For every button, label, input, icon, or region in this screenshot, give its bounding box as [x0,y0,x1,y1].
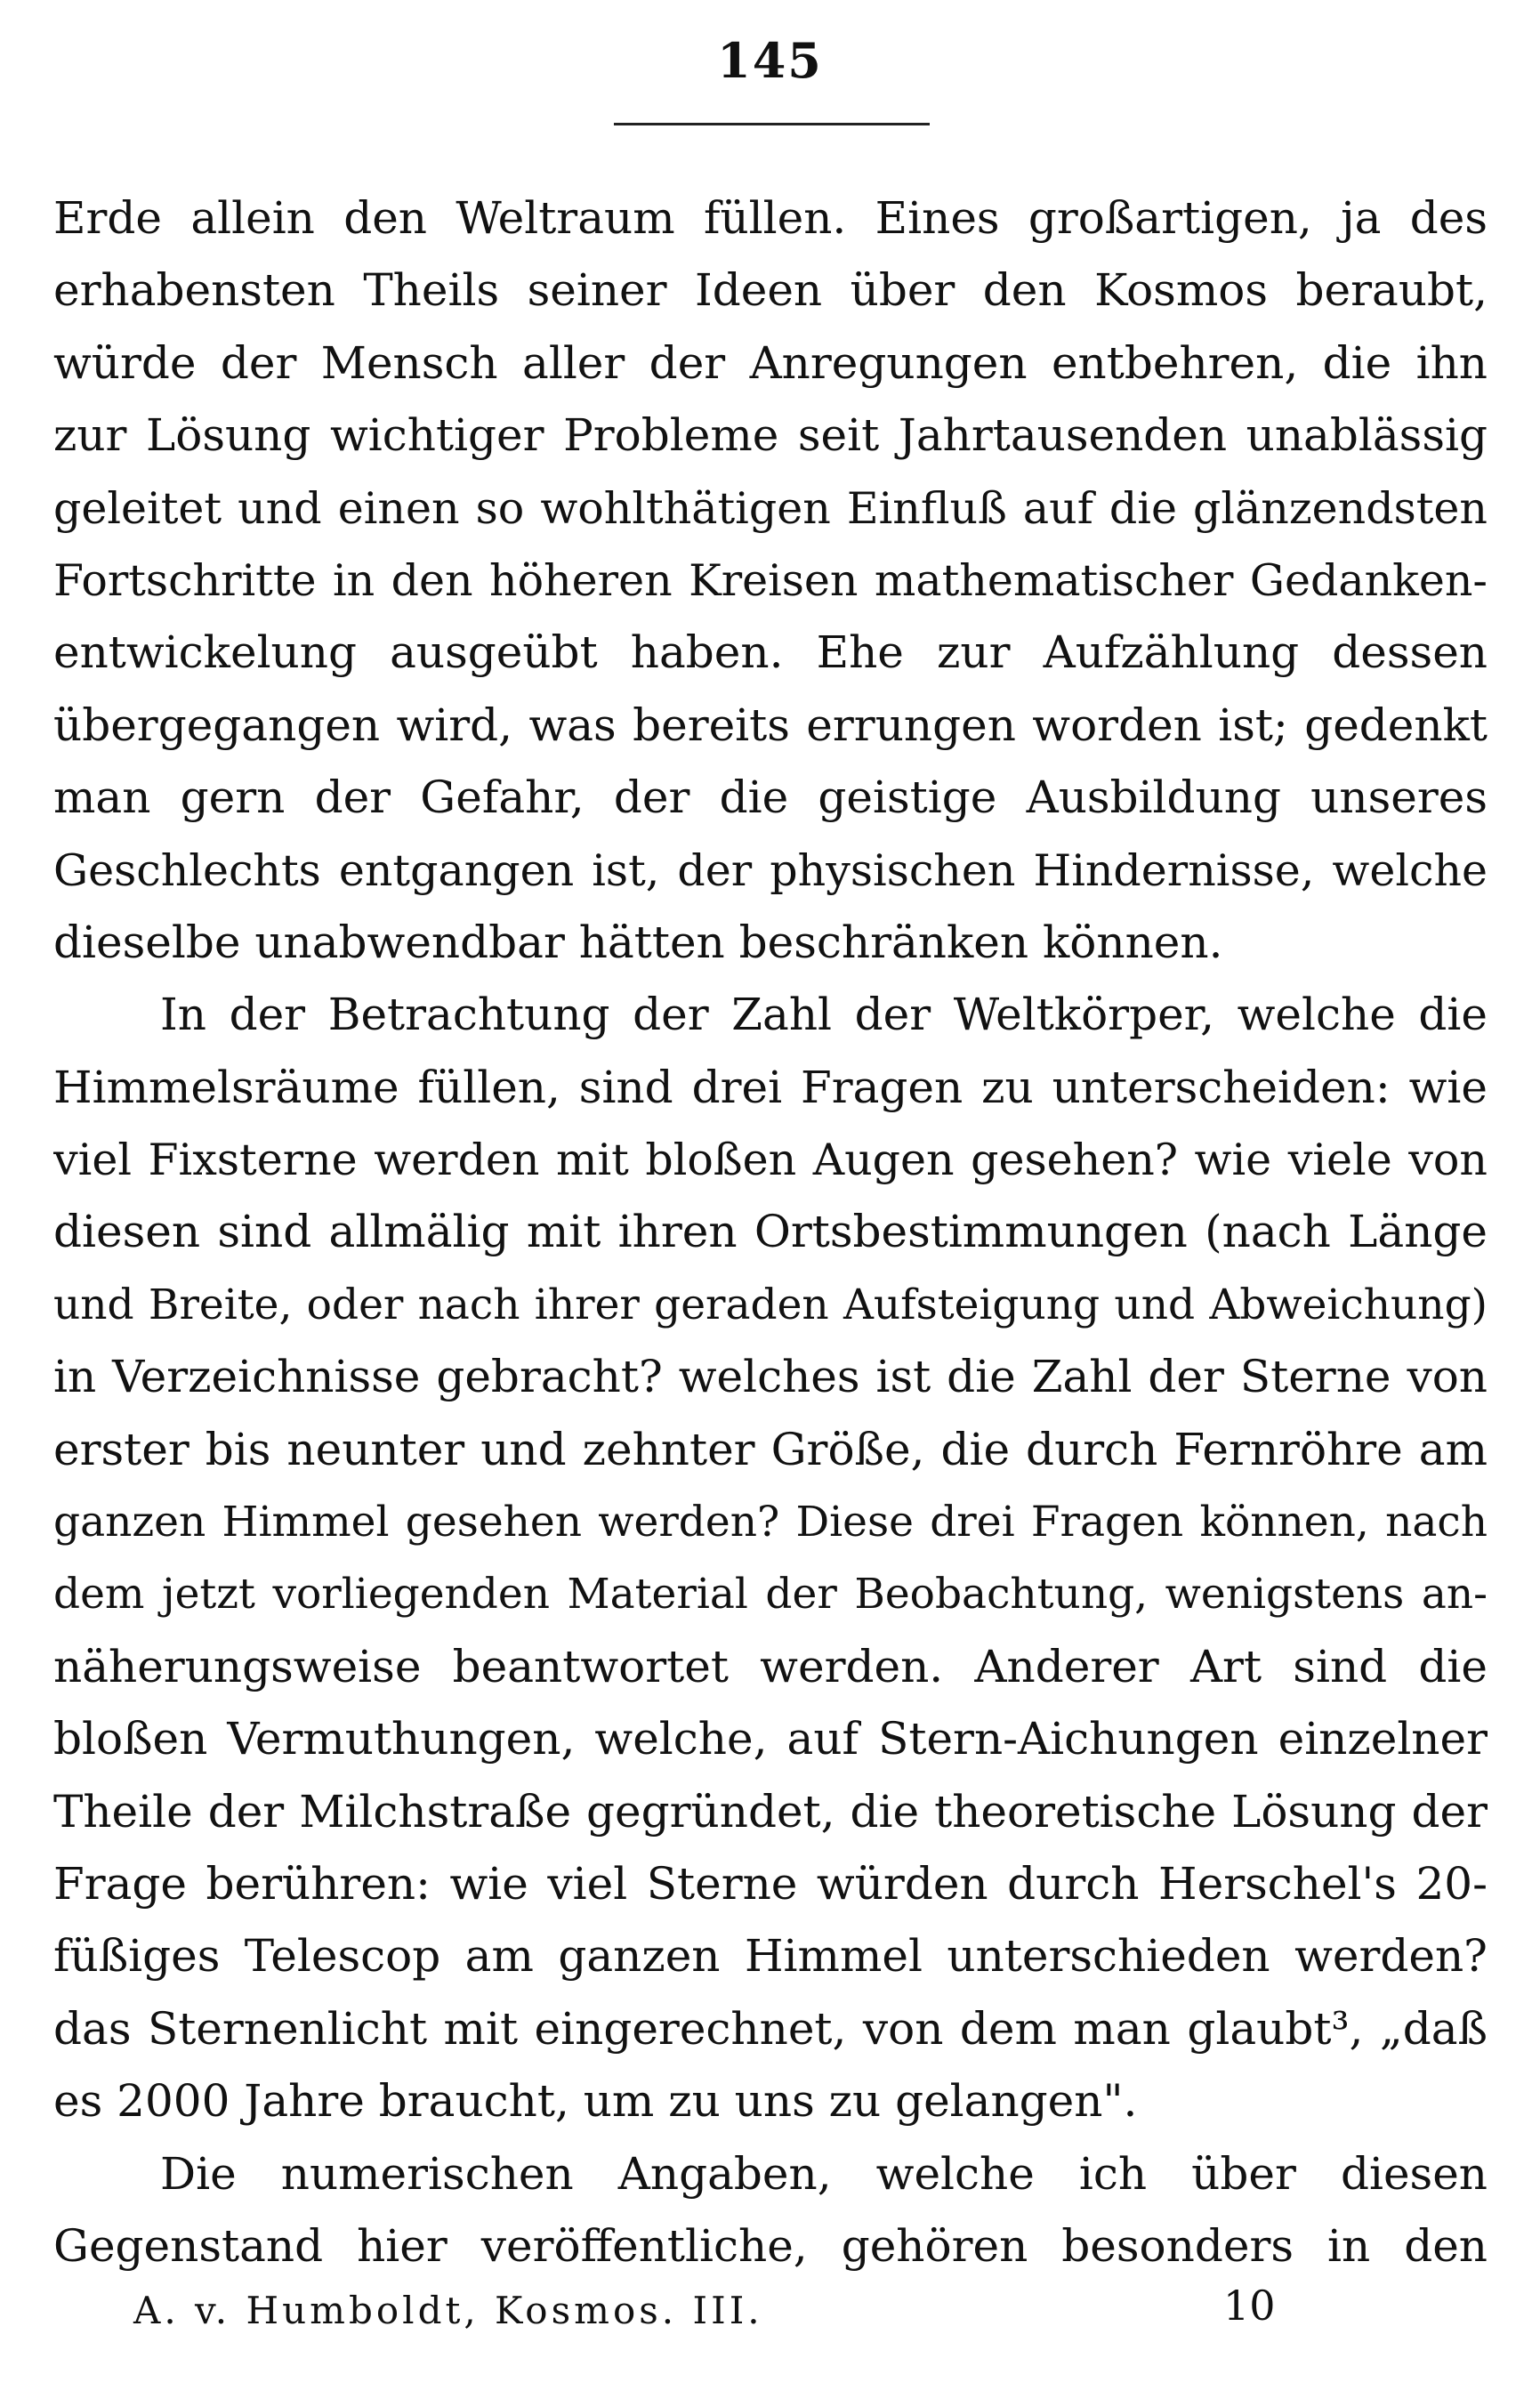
text-line: In der Betrachtung der Zahl der Weltkörper, welche die [160,989,1488,1041]
text-line: zur Lösung wichtiger Probleme seit Jahrtausenden unablässig [53,409,1488,462]
text-line: Erde allein den Weltraum füllen. Eines großartigen, ja des [53,192,1488,244]
text-line: Gegenstand hier veröffentliche, gehören besonders in den [53,2219,1488,2272]
page-number: 145 [717,32,823,89]
footer-signature: A. v. Humboldt, Kosmos. III. [133,2289,763,2332]
text-line: entwickelung ausgeübt haben. Ehe zur Aufzählung dessen [53,626,1488,679]
text-line: es 2000 Jahre braucht, um zu uns zu gelangen". [53,2075,1138,2128]
paragraph-3 [53,2138,1488,2283]
text-line: Theile der Milchstraße gegründet, die theoretische Lösung der [53,1785,1488,1838]
text-line: das Sternenlicht mit eingerechnet, von dem man glaubt³, „daß [53,2002,1488,2055]
text-line: Himmelsräume füllen, sind drei Fragen zu unterscheiden: wie [53,1061,1488,1113]
text-line: füßiges Telescop am ganzen Himmel unterschieden werden? [53,1930,1488,1983]
page-footer [133,2280,1290,2342]
paragraph-2 [53,979,1488,2137]
text-line: und Breite, oder nach ihrer geraden Aufsteigung und Abweichung) [53,1280,1488,1329]
header-rule [614,123,930,125]
text-line: geleitet und einen so wohlthätigen Einfluß auf die glänzendsten [53,482,1488,534]
sheet-number: 10 [1223,2282,1276,2330]
text-line: bloßen Vermuthungen, welche, auf Stern-Aichungen einzelner [53,1713,1488,1765]
text-line: in Verzeichnisse gebracht? welches ist die Zahl der Sterne von [53,1351,1488,1403]
text-line: erster bis neunter und zehnter Größe, die durch Fernröhre am [53,1423,1488,1475]
text-line: dieselbe unabwendbar hätten beschränken können. [53,916,1223,968]
body-text [53,182,1488,2282]
text-line: man gern der Gefahr, der die geistige Ausbildung unseres [53,771,1488,824]
text-line: erhabensten Theils seiner Ideen über den Kosmos beraubt, [53,264,1488,317]
text-line: Die numerischen Angaben, welche ich über diesen [160,2147,1488,2200]
text-line: diesen sind allmälig mit ihren Ortsbestimmungen (nach Länge [53,1206,1488,1258]
text-line: viel Fixsterne werden mit bloßen Augen gesehen? wie viele von [53,1135,1488,1186]
text-line: ganzen Himmel gesehen werden? Diese drei Fragen können, nach [53,1498,1488,1547]
text-line: näherungsweise beantwortet werden. Anderer Art sind die [53,1640,1488,1692]
text-line: Geschlechts entgangen ist, der physischen Hindernisse, welche [53,844,1488,896]
text-line: dem jetzt vorliegenden Material der Beobachtung, wenigstens an- [53,1570,1488,1620]
paragraph-1 [53,182,1488,979]
text-line: Fortschritte in den höheren Kreisen mathematischer Gedanken- [53,554,1488,606]
text-line: übergegangen wird, was bereits errungen worden ist; gedenkt [53,699,1488,751]
text-line: Frage berühren: wie viel Sterne würden durch Herschel's 20- [53,1857,1488,1910]
text-line: würde der Mensch aller der Anregungen entbehren, die ihn [53,336,1488,389]
